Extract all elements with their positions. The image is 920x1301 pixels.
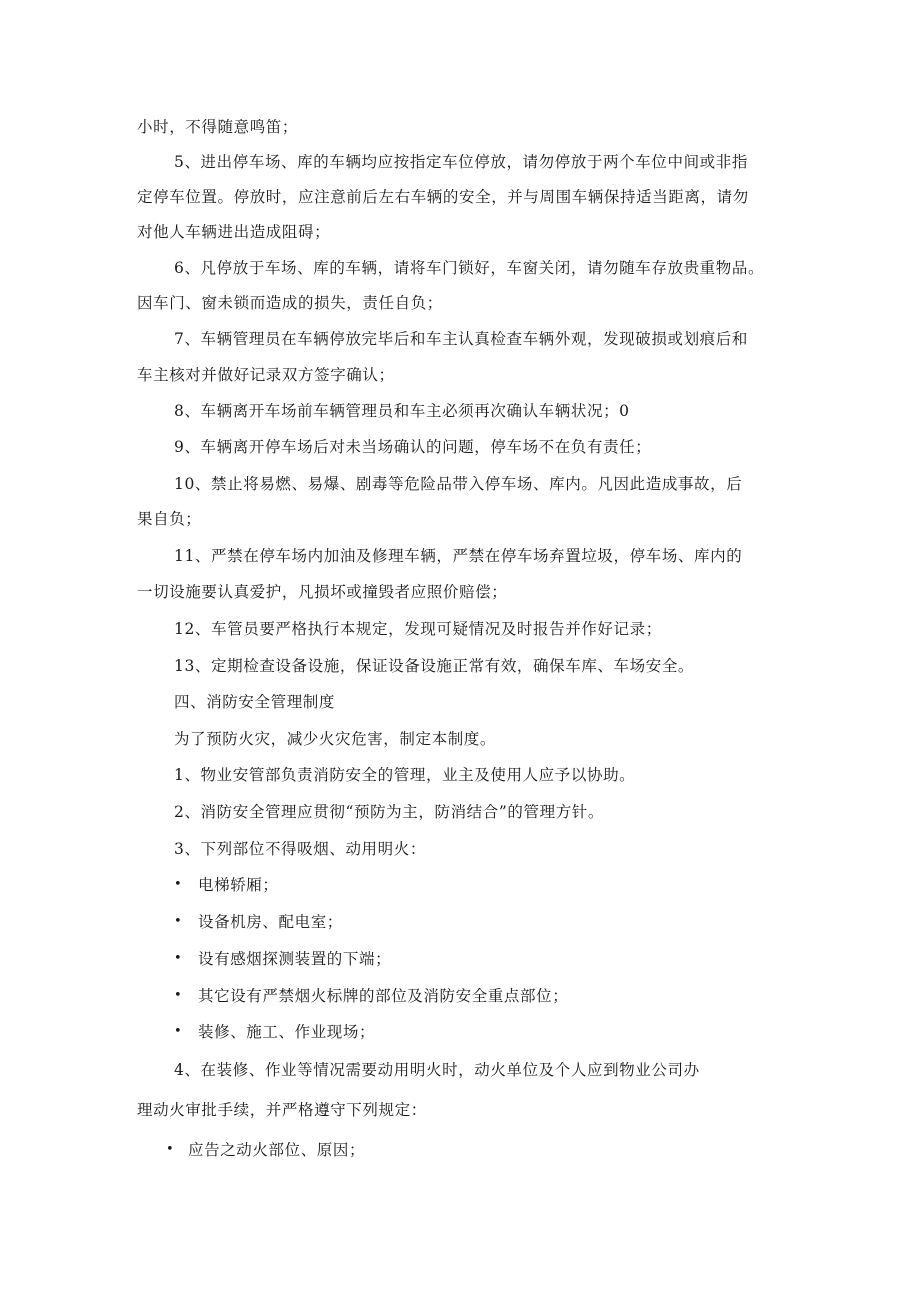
text-line: 定停车位置。停放时，应注意前后左右车辆的安全，并与周围车辆保持适当距离，请勿 bbox=[137, 188, 749, 206]
bullet-icon: • bbox=[166, 1142, 175, 1157]
section-intro: 为了预防火灾，减少火灾危害，制定本制度。 bbox=[174, 730, 497, 748]
paragraph-item-11: 11、严禁在停车场内加油及修理车辆，严禁在停车场弃置垃圾，停车场、库内的 bbox=[174, 547, 743, 565]
bullet-item: 其它设有严禁烟火标牌的部位及消防安全重点部位； bbox=[198, 987, 569, 1005]
paragraph-item-5: 5、进出停车场、库的车辆均应按指定车位停放，请勿停放于两个车位中间或非指 bbox=[174, 153, 748, 171]
text-line: 理动火审批手续，并严格遵守下列规定： bbox=[137, 1101, 427, 1119]
fire-item-3: 3、下列部位不得吸烟、动用明火： bbox=[174, 840, 426, 858]
bullet-item: 设有感烟探测装置的下端； bbox=[198, 950, 392, 968]
text-line: 对他人车辆进出造成阻碍； bbox=[137, 223, 331, 241]
text-line: 车主核对并做好记录双方签字确认； bbox=[137, 366, 395, 384]
fire-item-1: 1、物业安管部负责消防安全的管理，业主及使用人应予以协助。 bbox=[174, 766, 636, 784]
paragraph-item-10: 10、禁止将易燃、易爆、剧毒等危险品带入停车场、库内。凡因此造成事故，后 bbox=[174, 475, 743, 493]
fire-item-4: 4、在装修、作业等情况需要动用明火时，动火单位及个人应到物业公司办 bbox=[174, 1061, 700, 1079]
section-heading: 四、消防安全管理制度 bbox=[174, 693, 336, 711]
paragraph-item-6: 6、凡停放于车场、库的车辆，请将车门锁好，车窗关闭，请勿随车存放贵重物品。 bbox=[174, 259, 765, 277]
bullet-item: 电梯轿厢； bbox=[198, 876, 279, 894]
bullet-item: 设备机房、配电室； bbox=[198, 913, 343, 931]
paragraph-item-12: 12、车管员要严格执行本规定，发现可疑情况及时报告并作好记录； bbox=[174, 620, 662, 638]
bullet-icon: • bbox=[174, 1024, 183, 1039]
bullet-icon: • bbox=[174, 877, 183, 892]
paragraph-item-13: 13、定期检查设备设施，保证设备设施正常有效，确保车库、车场安全。 bbox=[174, 657, 695, 675]
paragraph-item-8: 8、车辆离开车场前车辆管理员和车主必须再次确认车辆状况；0 bbox=[174, 402, 630, 420]
fire-item-2: 2、消防安全管理应贯彻“预防为主，防消结合”的管理方针。 bbox=[174, 803, 605, 821]
text-line: 一切设施要认真爱护，凡损坏或撞毁者应照价赔偿； bbox=[137, 583, 508, 601]
bullet-item: 装修、施工、作业现场； bbox=[198, 1023, 376, 1041]
bullet-icon: • bbox=[174, 988, 183, 1003]
paragraph-item-7: 7、车辆管理员在车辆停放完毕后和车主认真检查车辆外观，发现破损或划痕后和 bbox=[174, 330, 748, 348]
text-line: 小时，不得随意鸣笛； bbox=[137, 118, 299, 136]
bullet-icon: • bbox=[174, 914, 183, 929]
text-line: 因车门、窗未锁而造成的损失，责任自负； bbox=[137, 294, 443, 312]
text-line: 果自负； bbox=[137, 510, 202, 528]
paragraph-item-9: 9、车辆离开停车场后对未当场确认的问题，停车场不在负有责任； bbox=[174, 438, 652, 456]
bullet-icon: • bbox=[174, 951, 183, 966]
bullet-item: 应告之动火部位、原因； bbox=[188, 1141, 366, 1159]
